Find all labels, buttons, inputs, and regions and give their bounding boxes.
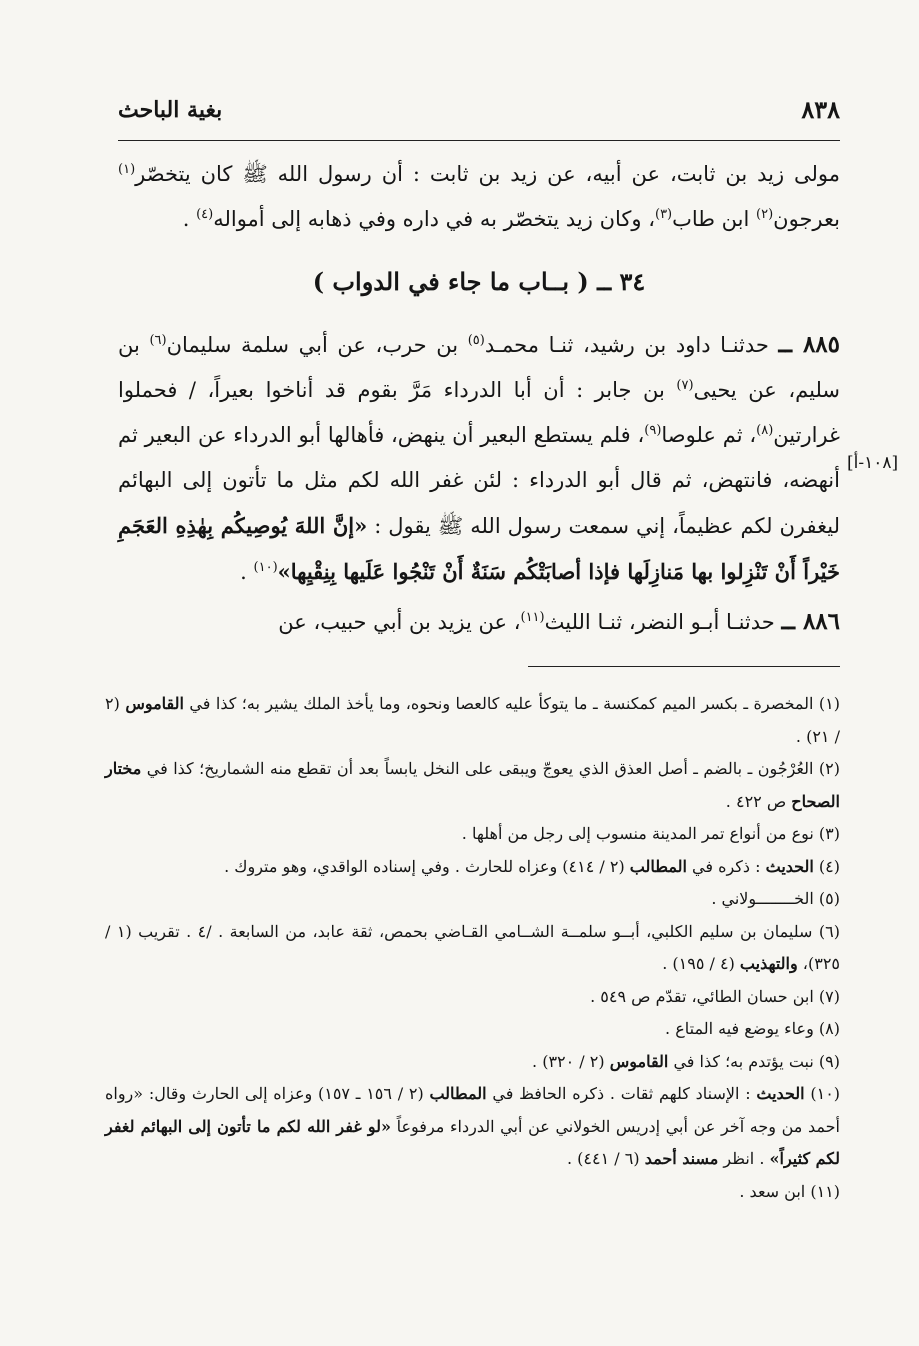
bold-term: القاموس xyxy=(609,1051,669,1071)
header-rule xyxy=(118,140,840,141)
text-run: حدثنـا أبـو النضر، ثنـا الليث xyxy=(544,610,782,634)
bold-term: مسند أحمد xyxy=(644,1149,719,1168)
bold-term: «لو غفر الله لكم ما تأتون إلى البهائم لغفر لكم كثيراً» xyxy=(105,1116,840,1168)
text-run: مولى زيد بن ثابت، عن أبيه، عن زيد بن ثابت : أن رسول الله ﷺ كان يتخصّر xyxy=(135,162,840,186)
text-run: (١٠) xyxy=(804,1084,841,1103)
text-run: ، ثم علوصا xyxy=(661,423,757,447)
text-run: بن جابر : أن أبا الدرداء مَرَّ بقوم قد أناخوا بعيراً، / فحملوا غرارتين xyxy=(118,378,840,447)
text-run: (٦) سليمان بن سليم الكلبي، أبــو سلمــة الشــامي القـاضي بحمص، ثقة عابد، من السابعة . /٤ . تقريب (١ / ٣٢٥)، xyxy=(105,921,840,973)
text-run: حدثنـا داود بن رشيد، ثنـا محمـد xyxy=(484,333,779,357)
footnote-11 xyxy=(105,1176,840,1209)
text-run: (٢ / ٣٢٠) . xyxy=(532,1051,610,1071)
text-run: ابن طاب xyxy=(672,207,757,231)
text-run: ص ٤٢٢ . xyxy=(725,791,792,811)
text-run: بعرجون xyxy=(773,207,840,231)
text-run: (٣) نوع من أنواع تمر المدينة منسوب إلى رجل من أهلها . xyxy=(461,824,840,843)
footnote-marker: (١) xyxy=(118,162,136,177)
text-run: ، فلم يستطع البعير أن ينهض، فأهالها أبو الدرداء عن البعير ثم أنهضه، فانتهض، ثم قال أبو الدرداء : لئن غفر الله لكم مثل ما تأتون إلى البهائم ليغفرن لكم عظيماً، إني سمعت رسول الله ﷺ يقول : xyxy=(118,423,840,538)
footnote-marker: (٨) xyxy=(756,423,774,438)
manuscript-folio-ref: [١٠٨-أ] xyxy=(847,453,899,473)
footnote-rule xyxy=(528,666,840,667)
main-text xyxy=(118,152,840,645)
footnote-2 xyxy=(105,753,840,818)
text-run: (١١) ابن سعد . xyxy=(739,1181,840,1201)
text-run: : الإسناد كلهم ثقات . ذكره الحافظ في xyxy=(486,1084,757,1103)
bold-term: والتهذيب xyxy=(739,954,798,973)
footnote-1 xyxy=(105,688,840,753)
footnote-4 xyxy=(105,851,840,884)
text-run: (٤ / ١٩٥) . xyxy=(662,954,740,973)
bold-term: المطالب xyxy=(629,856,687,876)
footnote-10 xyxy=(105,1078,840,1176)
running-header xyxy=(118,95,840,135)
text-run: (٥) الخــــــــولاني . xyxy=(711,889,840,908)
bold-term: مختار الصحاح xyxy=(105,759,840,811)
text-run: ، عن يزيد بن أبي حبيب، عن xyxy=(278,610,521,634)
text-run: (٦ / ٤٤١) . xyxy=(567,1149,645,1168)
footnote-marker: (١٠) xyxy=(253,560,278,575)
footnote-marker: (٢) xyxy=(756,207,774,222)
footnote-3 xyxy=(105,818,840,851)
paragraph-continuation xyxy=(118,152,840,242)
bold-term: المطالب xyxy=(429,1084,487,1103)
text-run: (١) المخصرة ـ بكسر الميم كمكنسة ـ ما يتوكأ عليه كالعصا ونحوه، وما يأخذ الملك يشير به؛ كذا في xyxy=(183,694,841,713)
footnote-marker: (٤) xyxy=(196,207,214,222)
footnote-8 xyxy=(105,1013,840,1046)
text-run: . انظر xyxy=(718,1149,770,1168)
footnote-marker: (٥) xyxy=(467,333,485,348)
text-run: (٢) العُرْجُون ـ بالضم ـ أصل العذق الذي يعوجّ ويبقى على النخل يابساً بعد أن تقطع منه الشماريخ؛ كذا في xyxy=(141,759,840,778)
bold-term: الحديث xyxy=(756,1084,805,1103)
text-run: . xyxy=(240,560,254,584)
footnote-9 xyxy=(105,1046,840,1079)
text-run: بن سليم، عن يحيى xyxy=(118,333,840,402)
hadith-886 xyxy=(118,599,840,645)
prophetic-quote: «إنَّ اللهَ يُوصِيكُم بِهٰذِهِ العَجَمِ خَيْراً أَنْ تَنْزِلوا بها مَنازِلَها فإذا أصابَتْكُم سَنَةٌ أَنْ تَنْجُوا عَلَيها بِنِقْيِها» xyxy=(118,513,840,584)
footnotes xyxy=(105,688,840,1208)
text-run: بن حرب، عن أبي سلمة سليمان xyxy=(166,333,468,357)
book-title: بغية الباحث xyxy=(118,97,223,123)
hadith-number: ٨٨٦ ــ xyxy=(781,608,840,635)
text-run: (٢ / ٢١) . xyxy=(105,694,840,746)
hadith-number: ٨٨٥ ــ xyxy=(778,331,840,358)
bold-term: القاموس xyxy=(125,694,184,713)
text-run: ، وكان زيد يتخصّر به في داره وفي ذهابه إلى أمواله xyxy=(213,207,655,231)
text-run: . xyxy=(182,207,197,231)
footnote-marker: (٦) xyxy=(149,333,167,348)
footnote-marker: (٩) xyxy=(644,423,662,438)
text-run: (٢ / ٤١٤) وعزاه للحارث . وفي إسناده الواقدي، وهو متروك . xyxy=(224,856,630,876)
text-run: (٢ / ١٥٦ ـ ١٥٧) وعزاه إلى الحارث وقال: «رواه أحمد من وجه آخر عن أبي إدريس الخولاني عن أبي الدرداء مرفوعاً xyxy=(105,1084,841,1136)
footnote-5 xyxy=(105,883,840,916)
hadith-885 xyxy=(118,322,840,595)
text-run: (٤) xyxy=(813,856,840,876)
text-run: : ذكره في xyxy=(686,856,766,876)
footnote-7 xyxy=(105,981,840,1014)
text-run: (٧) ابن حسان الطائي، تقدّم ص ٥٤٩ . xyxy=(590,986,840,1006)
footnote-marker: (٣) xyxy=(654,207,673,222)
chapter-heading: ٣٤ ــ ( بــاب ما جاء في الدواب ) xyxy=(312,267,646,296)
footnote-marker: (١١) xyxy=(520,610,545,625)
page-number: ٨٣٨ xyxy=(801,95,840,124)
text-run: (٨) وعاء يوضع فيه المتاع . xyxy=(665,1019,840,1038)
footnote-marker: (٧) xyxy=(676,378,694,393)
text-run: (٩) نبت يؤتدم به؛ كذا في xyxy=(668,1051,840,1071)
bold-term: الحديث xyxy=(765,856,814,876)
footnote-6 xyxy=(105,916,840,981)
